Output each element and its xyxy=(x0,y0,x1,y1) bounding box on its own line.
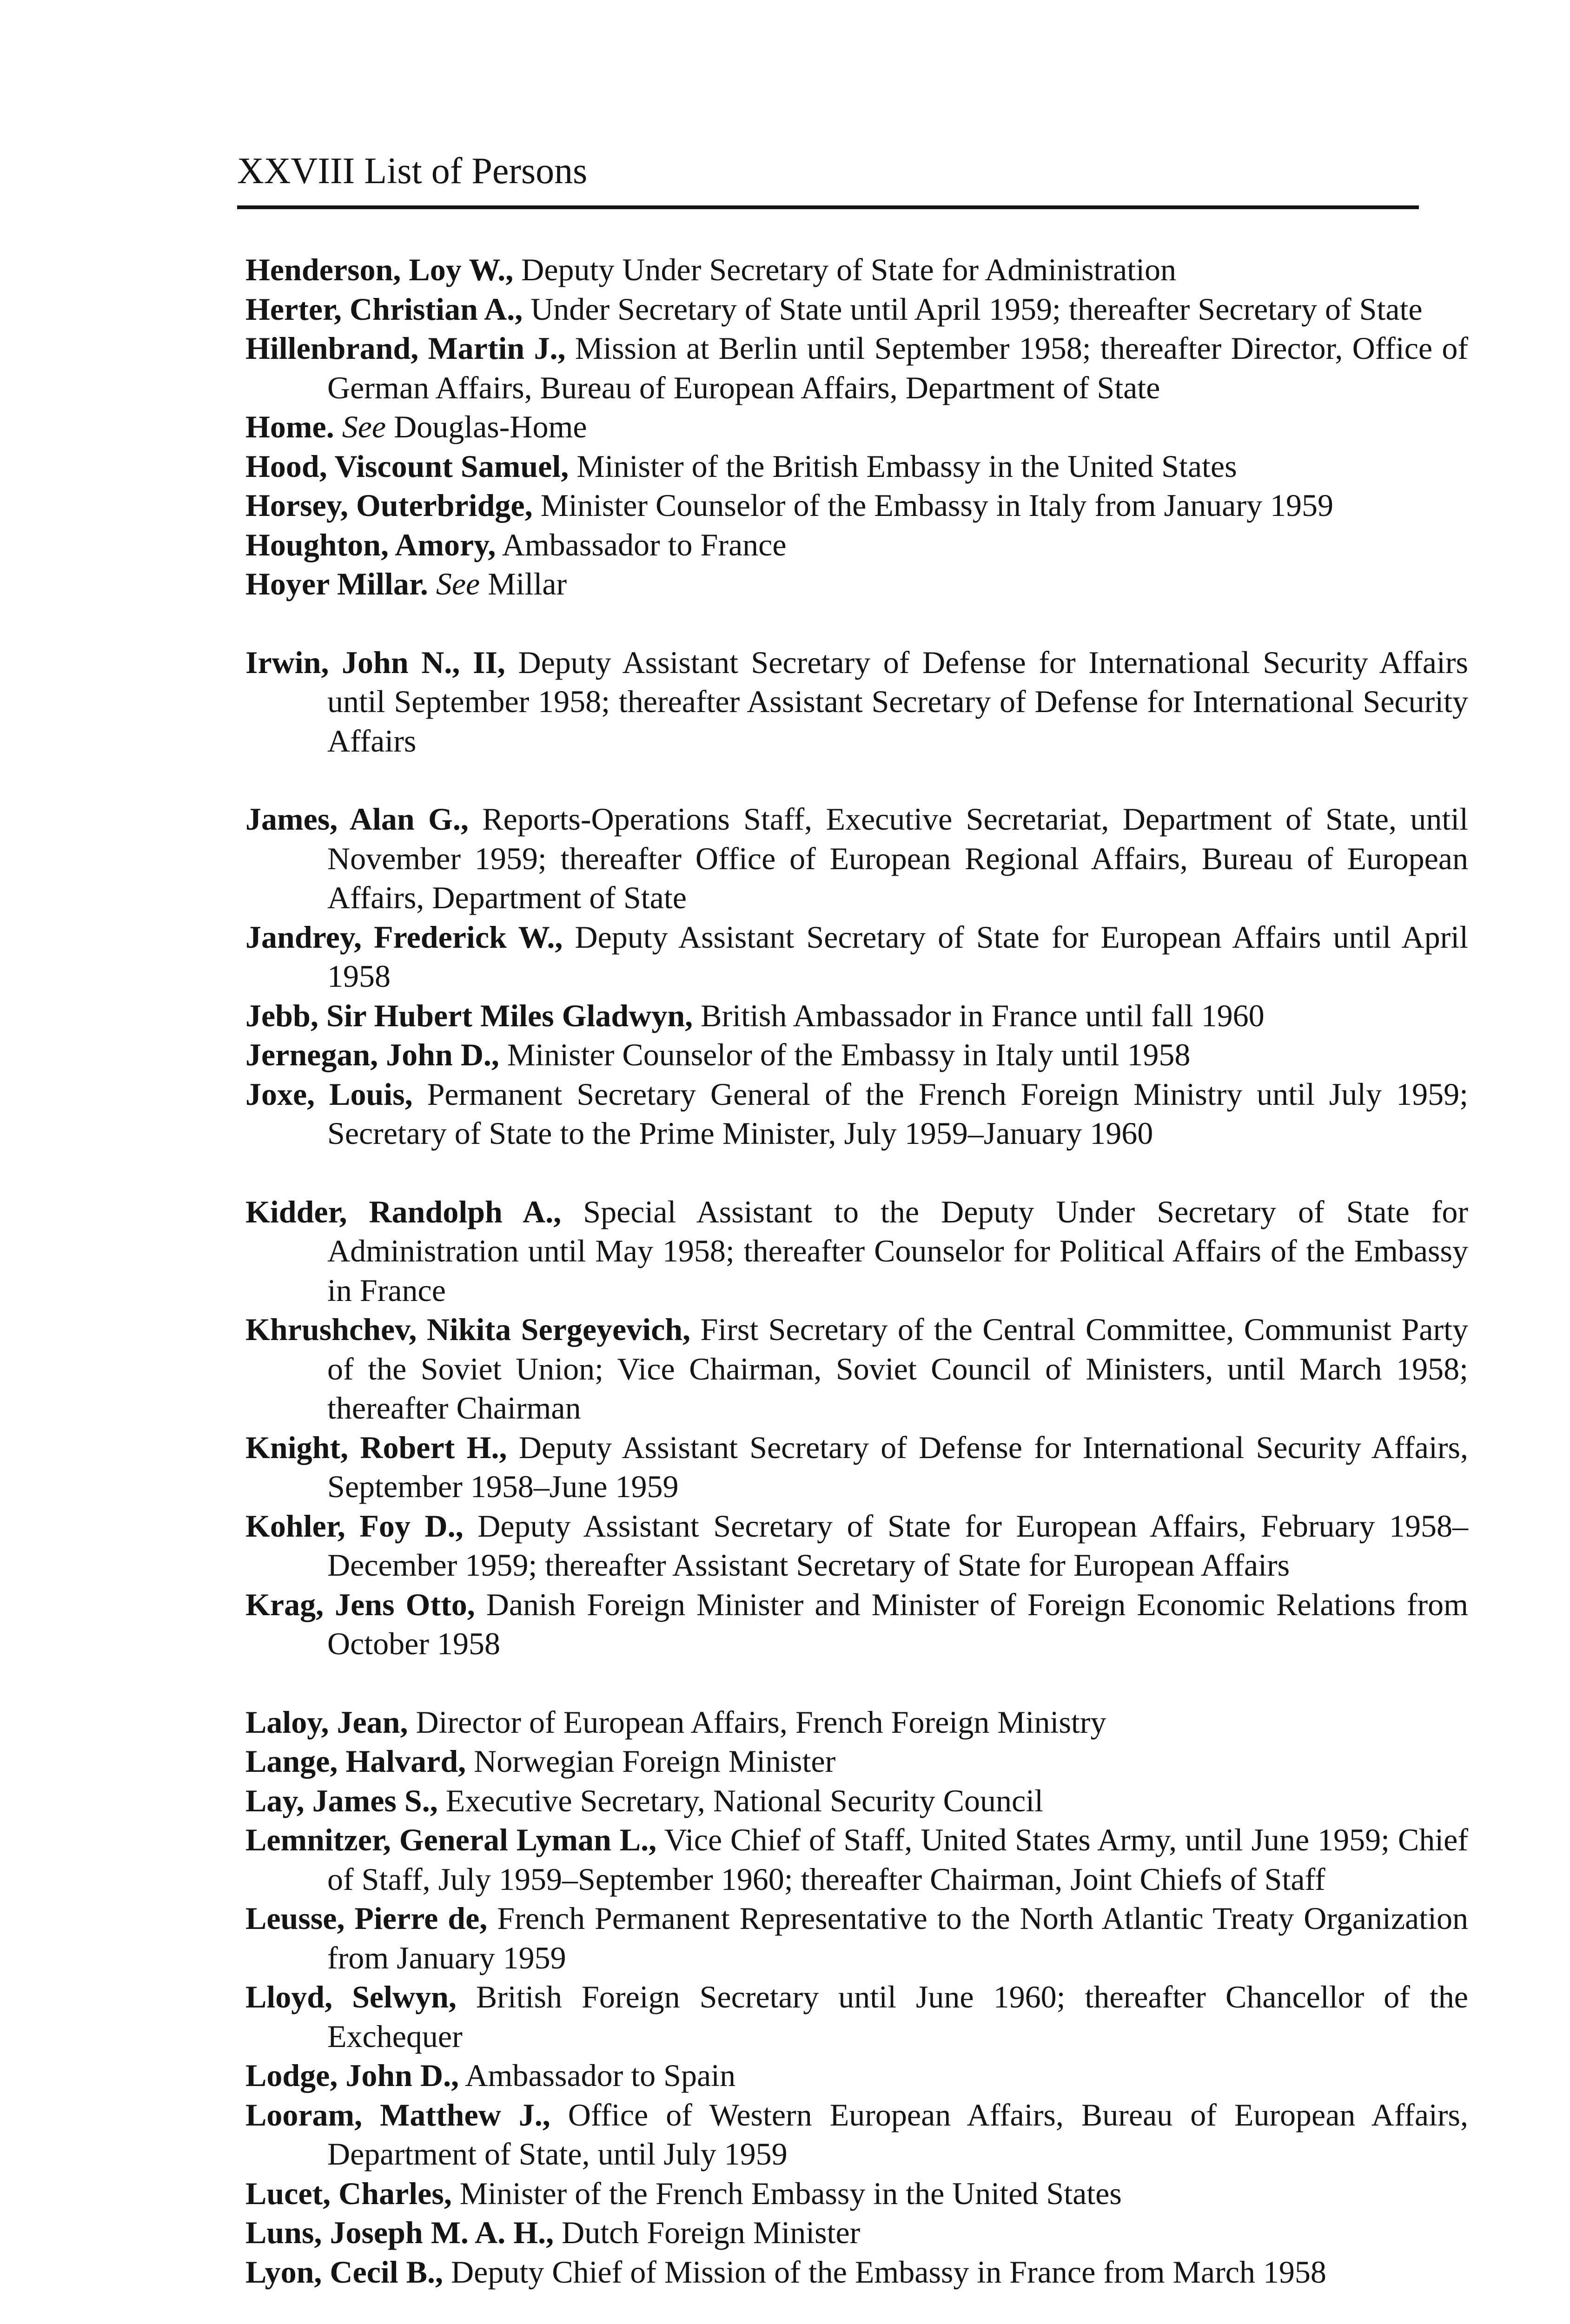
person-description: Deputy Assistant Secretary of State for European Affairs until April 1958 xyxy=(327,919,1468,994)
letter-group-i xyxy=(245,643,1468,761)
person-description: British Ambassador in France until fall 1960 xyxy=(693,997,1265,1033)
person-entry xyxy=(245,1585,1468,1664)
person-entry xyxy=(245,1035,1468,1075)
person-name: Leusse, Pierre de, xyxy=(245,1901,488,1936)
person-name: Lyon, Cecil B., xyxy=(245,2254,444,2290)
person-description: Director of European Affairs, French Foreign Ministry xyxy=(408,1704,1106,1740)
person-name: Khrushchev, Nikita Sergeyevich, xyxy=(245,1312,691,1347)
person-name: Jandrey, Frederick W., xyxy=(245,919,563,955)
person-description: Ambassador to Spain xyxy=(459,2058,736,2093)
person-entry xyxy=(245,2174,1468,2213)
person-name: Luns, Joseph M. A. H., xyxy=(245,2215,554,2250)
person-name: Jernegan, John D., xyxy=(245,1037,499,1072)
person-name: Joxe, Louis, xyxy=(245,1076,413,1112)
person-description: Minister of the French Embassy in the United States xyxy=(451,2175,1122,2211)
person-name: Hood, Viscount Samuel, xyxy=(245,448,569,484)
person-entry xyxy=(245,918,1468,996)
person-entry xyxy=(245,1310,1468,1428)
person-name: Lay, James S., xyxy=(245,1783,438,1818)
person-name: James, Alan G., xyxy=(245,801,469,837)
person-entry xyxy=(245,1703,1468,1742)
person-description: French Permanent Representative to the North Atlantic Treaty Organization from January 1959 xyxy=(327,1901,1468,1975)
person-description: Minister of the British Embassy in the United States xyxy=(569,448,1237,484)
person-name: Jebb, Sir Hubert Miles Gladwyn, xyxy=(245,997,693,1033)
person-description: Executive Secretary, National Security Council xyxy=(437,1783,1043,1818)
person-entry xyxy=(245,1977,1468,2056)
person-description: Deputy Assistant Secretary of Defense for International Security Affairs, September 1958–June 1959 xyxy=(327,1429,1468,1504)
person-entry xyxy=(245,290,1468,329)
person-entry xyxy=(245,2252,1468,2292)
person-description: Millar xyxy=(480,566,567,601)
see-reference: See xyxy=(342,409,386,444)
person-entry xyxy=(245,564,1468,604)
person-name: Houghton, Amory, xyxy=(245,527,496,562)
person-entry xyxy=(245,329,1468,407)
person-entry xyxy=(245,1506,1468,1585)
page-title: XXVIII List of Persons xyxy=(237,151,588,191)
person-description: Norwegian Foreign Minister xyxy=(466,1743,836,1779)
person-entry xyxy=(245,996,1468,1036)
person-description: Deputy Under Secretary of State for Administration xyxy=(513,252,1176,287)
person-entry xyxy=(245,525,1468,565)
person-entry xyxy=(245,799,1468,918)
person-entry xyxy=(245,1899,1468,1977)
person-name: Laloy, Jean, xyxy=(245,1704,408,1740)
person-description: Deputy Assistant Secretary of State for European Affairs, February 1958–December 1959; thereafter Assistant Secretary of State for European Affairs xyxy=(327,1508,1468,1583)
person-description: Under Secretary of State until April 1959; thereafter Secretary of State xyxy=(523,291,1423,327)
person-description: Deputy Assistant Secretary of Defense for International Security Affairs until September 1958; thereafter Assistant Secretary of Defense for International Security Affairs xyxy=(327,644,1468,759)
person-entry xyxy=(245,1820,1468,1899)
person-name: Kohler, Foy D., xyxy=(245,1508,464,1544)
person-name: Home. xyxy=(245,409,334,444)
letter-group-j xyxy=(245,799,1468,1153)
person-name: Krag, Jens Otto, xyxy=(245,1586,475,1622)
person-name: Kidder, Randolph A., xyxy=(245,1194,562,1229)
person-name: Horsey, Outerbridge, xyxy=(245,488,533,523)
person-entry xyxy=(245,1428,1468,1506)
header-rule xyxy=(237,205,1419,209)
person-name: Lucet, Charles, xyxy=(245,2175,452,2211)
person-description: First Secretary of the Central Committee, Communist Party of the Soviet Union; Vice Chairman, Soviet Council of Ministers, until March 1958; thereafter Chairman xyxy=(327,1312,1468,1426)
person-description: Deputy Chief of Mission of the Embassy in France from March 1958 xyxy=(443,2254,1326,2290)
person-description: Permanent Secretary General of the French Foreign Ministry until July 1959; Secretary of State to the Prime Minister, July 1959–January 1960 xyxy=(327,1076,1468,1151)
page-header xyxy=(237,148,1419,194)
person-name: Hillenbrand, Martin J., xyxy=(245,330,566,366)
person-description: Mission at Berlin until September 1958; thereafter Director, Office of German Affairs, Bureau of European Affairs, Department of State xyxy=(327,330,1468,405)
person-entry xyxy=(245,2056,1468,2095)
letter-group-h xyxy=(245,250,1468,604)
person-entry xyxy=(245,1781,1468,1821)
person-description: Dutch Foreign Minister xyxy=(554,2215,861,2250)
letter-group-l xyxy=(245,1703,1468,2292)
person-description: Ambassador to France xyxy=(496,527,787,562)
person-name: Henderson, Loy W., xyxy=(245,252,514,287)
person-name: Lodge, John D., xyxy=(245,2058,459,2093)
person-name: Irwin, John N., II, xyxy=(245,644,505,680)
person-name: Herter, Christian A., xyxy=(245,291,523,327)
person-description: Douglas-Home xyxy=(386,409,587,444)
person-description: Minister Counselor of the Embassy in Italy from January 1959 xyxy=(532,488,1333,523)
person-description: Special Assistant to the Deputy Under Secretary of State for Administration until May 1958; thereafter Counselor for Political Affairs of the Embassy in France xyxy=(327,1194,1468,1308)
see-reference: See xyxy=(436,566,480,601)
person-description: British Foreign Secretary until June 1960; thereafter Chancellor of the Exchequer xyxy=(327,1979,1468,2054)
persons-list xyxy=(245,250,1468,2291)
person-entry xyxy=(245,1742,1468,1781)
person-entry xyxy=(245,250,1468,290)
person-name: Looram, Matthew J., xyxy=(245,2097,550,2133)
letter-group-k xyxy=(245,1192,1468,1664)
person-name: Lemnitzer, General Lyman L., xyxy=(245,1822,657,1857)
person-entry xyxy=(245,2213,1468,2252)
person-description: Vice Chief of Staff, United States Army, until June 1959; Chief of Staff, July 1959–September 1960; thereafter Chairman, Joint Chiefs of Staff xyxy=(327,1822,1468,1897)
person-entry xyxy=(245,447,1468,486)
person-name: Knight, Robert H., xyxy=(245,1429,507,1465)
person-description: Office of Western European Affairs, Bureau of European Affairs, Department of State, until July 1959 xyxy=(327,2097,1468,2172)
person-name: Lloyd, Selwyn, xyxy=(245,1979,457,2014)
person-entry xyxy=(245,486,1468,525)
person-entry xyxy=(245,1075,1468,1153)
person-entry xyxy=(245,643,1468,761)
person-entry xyxy=(245,2095,1468,2174)
person-description: Danish Foreign Minister and Minister of Foreign Economic Relations from October 1958 xyxy=(327,1586,1468,1661)
person-description: Reports-Operations Staff, Executive Secretariat, Department of State, until November 1959; thereafter Office of European Regional Affairs, Bureau of European Affairs, Department of State xyxy=(327,801,1468,915)
person-name: Lange, Halvard, xyxy=(245,1743,466,1779)
person-name: Hoyer Millar. xyxy=(245,566,428,601)
person-entry xyxy=(245,1192,1468,1310)
person-entry xyxy=(245,407,1468,447)
person-description: Minister Counselor of the Embassy in Italy until 1958 xyxy=(499,1037,1191,1072)
